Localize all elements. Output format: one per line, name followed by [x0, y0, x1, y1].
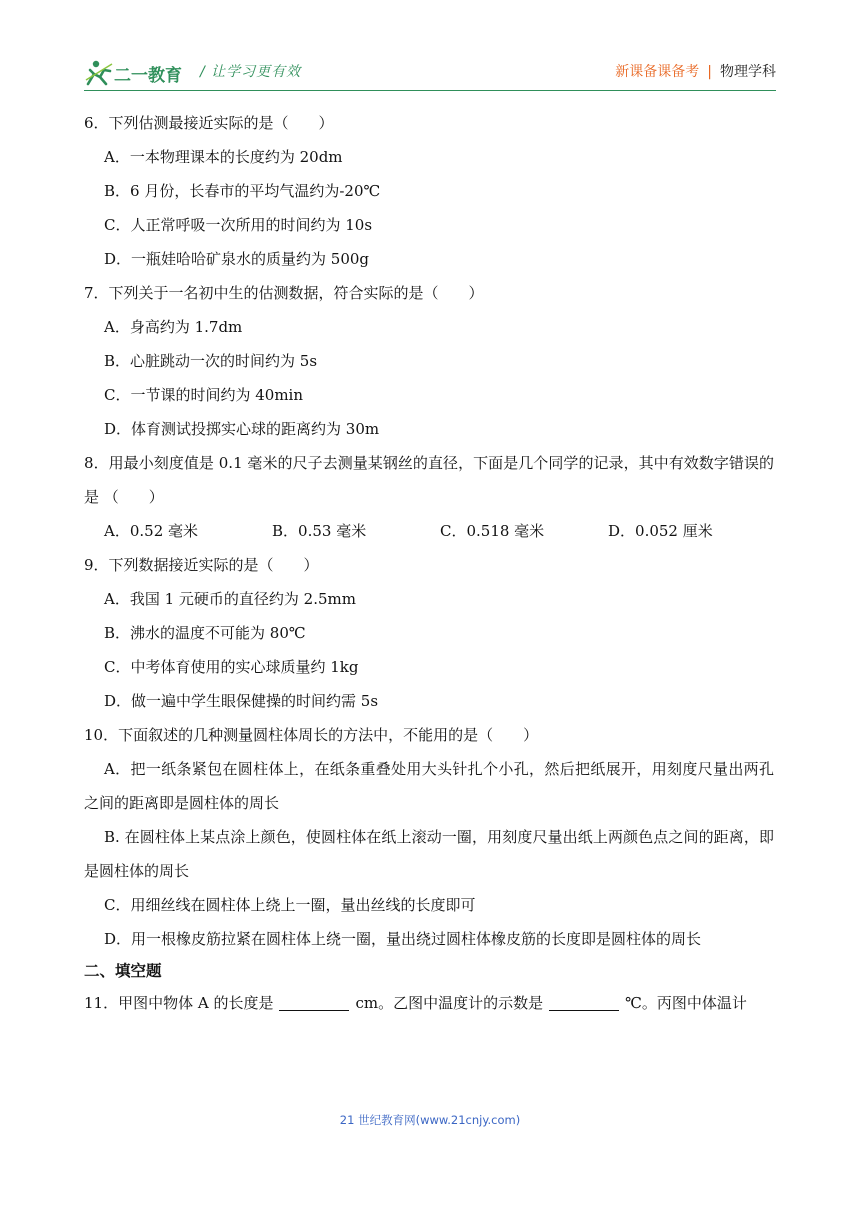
header-tag: 新课备课备考 [615, 64, 700, 80]
question-6-option-a: A．一本物理课本的长度约为 20dm [104, 148, 343, 166]
question-8-option-a: A．0.52 毫米 [104, 522, 198, 540]
question-6-stem: 6．下列估测最接近实际的是（ ） [84, 114, 334, 132]
question-9-stem: 9．下列数据接近实际的是（ ） [84, 556, 319, 574]
section-2-title: 二、填空题 [84, 962, 162, 980]
question-8-option-c: C．0.518 毫米 [440, 522, 545, 540]
question-9-option-a: A．我国 1 元硬币的直径约为 2.5mm [104, 590, 356, 608]
question-11-part-3: ℃。丙图中体温计 [625, 994, 747, 1012]
question-6-option-d: D．一瓶娃哈哈矿泉水的质量约为 500g [104, 250, 370, 268]
question-7-option-a: A．身高约为 1.7dm [104, 318, 243, 336]
header-separator: | [707, 64, 712, 80]
question-8-stem: 8．用最小刻度值是 0.1 毫米的尺子去测量某钢丝的直径，下面是几个同学的记录，其中有效数字错误的是 （ ） [84, 454, 774, 506]
question-10-option-a: A．把一纸条紧包在圆柱体上，在纸条重叠处用大头针扎个小孔，然后把纸展开，用刻度尺量出两孔之间的距离即是圆柱体的周长 [84, 760, 774, 812]
question-7-option-b: B．心脏跳动一次的时间约为 5s [104, 352, 318, 370]
question-list [84, 106, 774, 1020]
question-7-stem: 7．下列关于一名初中生的估测数据，符合实际的是（ ） [84, 284, 484, 302]
question-9-option-d: D．做一遍中学生眼保健操的时间约需 5s [104, 692, 379, 710]
question-10-option-d: D．用一根橡皮筋拉紧在圆柱体上绕一圈，量出绕过圆柱体橡皮筋的长度即是圆柱体的周长 [104, 930, 702, 948]
brand-logo [84, 58, 190, 88]
question-11-part-1: 11．甲图中物体 A 的长度是 [84, 994, 274, 1012]
question-8-options [84, 514, 774, 548]
header-subject: 物理学科 [720, 64, 776, 80]
logo-text: 二一教育 [114, 66, 182, 86]
answer-blank-1[interactable] [279, 994, 349, 1011]
page-footer: 21 世纪教育网(www.21cnjy.com) [339, 1113, 521, 1127]
question-8-option-b: B．0.53 毫米 [272, 522, 367, 540]
answer-blank-2[interactable] [549, 994, 619, 1011]
question-10-option-b: B. 在圆柱体上某点涂上颜色，使圆柱体在纸上滚动一圈，用刻度尺量出纸上两颜色点之间的距离，即是圆柱体的周长 [84, 828, 774, 880]
question-7-option-d: D．体育测试投掷实心球的距离约为 30m [104, 420, 380, 438]
question-10-stem: 10．下面叙述的几种测量圆柱体周长的方法中，不能用的是（ ） [84, 726, 539, 744]
question-6-option-b: B．6 月份，长春市的平均气温约为-20℃ [104, 182, 381, 200]
question-9-option-c: C．中考体育使用的实心球质量约 1kg [104, 658, 359, 676]
question-11-part-2: cm。乙图中温度计的示数是 [355, 994, 544, 1012]
slogan: / 让学习更有效 [200, 64, 302, 80]
question-9-option-b: B．沸水的温度不可能为 80℃ [104, 624, 306, 642]
question-6-option-c: C．人正常呼吸一次所用的时间约为 10s [104, 216, 373, 234]
question-7-option-c: C．一节课的时间约为 40min [104, 386, 304, 404]
question-10-option-c: C．用细丝线在圆柱体上绕上一圈，量出丝线的长度即可 [104, 896, 476, 914]
question-11-stem [84, 986, 774, 1020]
header-rule [84, 90, 776, 91]
header-right [615, 61, 776, 81]
question-8-option-d: D．0.052 厘米 [608, 522, 713, 540]
page-header [84, 52, 776, 92]
